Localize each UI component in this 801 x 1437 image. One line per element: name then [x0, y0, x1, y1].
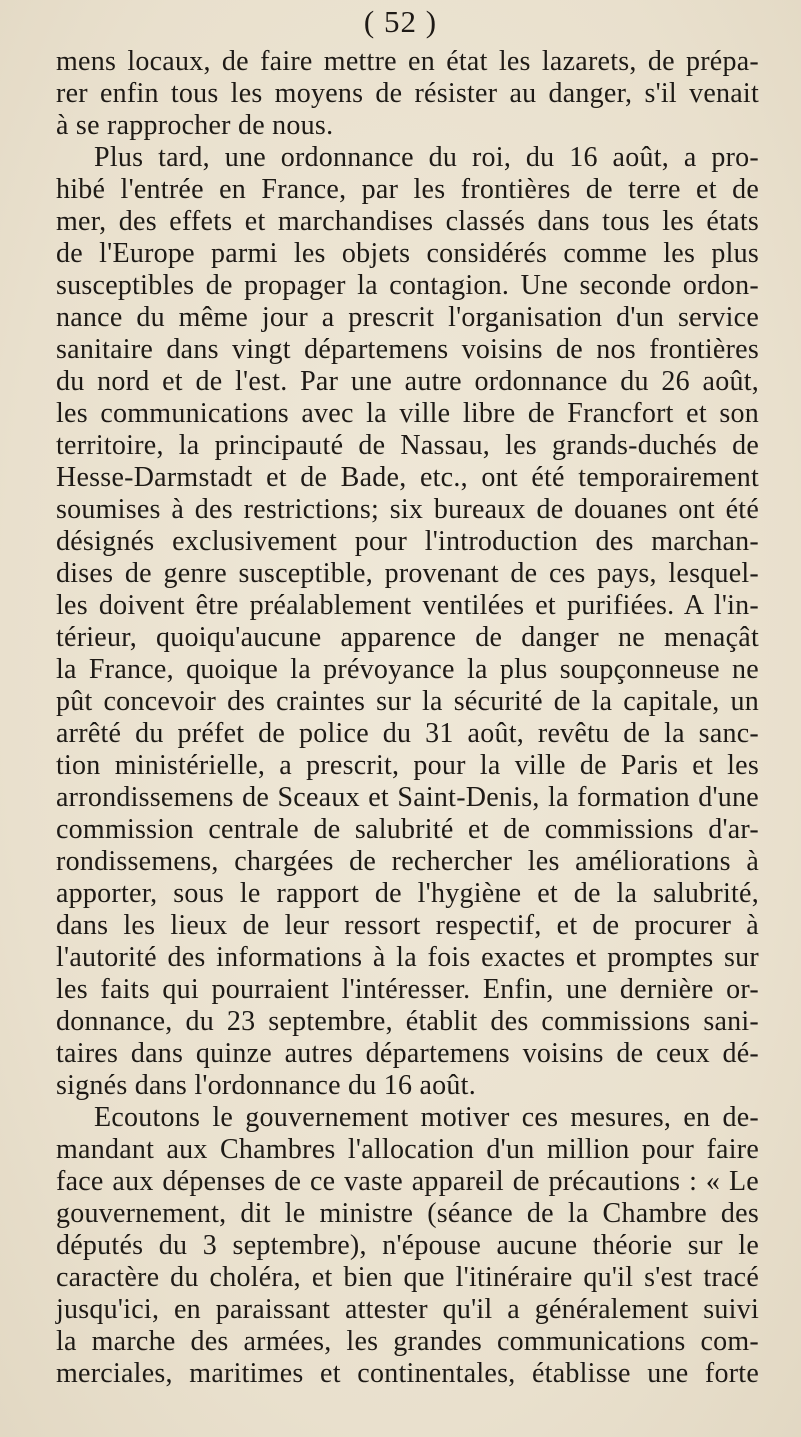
text-line: signés dans l'ordonnance du 16 août. — [56, 1070, 476, 1101]
page-number: ( 52 ) — [363, 4, 438, 39]
text-line: du nord et de l'est. Par une autre ordonnance du 26 août, — [56, 366, 759, 397]
text-line: taires dans quinze autres départemens voisins de ceux dé- — [56, 1038, 759, 1069]
text-line: susceptibles de propager la contagion. Une seconde ordon- — [56, 270, 759, 301]
text-line: donnance, du 23 septembre, établit des commissions sani- — [56, 1006, 759, 1037]
text-line: Ecoutons le gouvernement motiver ces mesures, en de- — [94, 1102, 759, 1133]
text-line: à se rapprocher de nous. — [56, 110, 334, 141]
text-line: tion ministérielle, a prescrit, pour la ville de Paris et les — [56, 750, 759, 781]
text-line: dans les lieux de leur ressort respectif, et de procurer à — [56, 910, 759, 941]
text-line: sanitaire dans vingt départemens voisins de nos frontières — [56, 334, 759, 365]
text-line: députés du 3 septembre), n'épouse aucune théorie sur le — [56, 1230, 759, 1261]
text-line: les faits qui pourraient l'intéresser. Enfin, une dernière or- — [56, 974, 759, 1005]
text-line: désignés exclusivement pour l'introduction des marchan- — [56, 526, 759, 557]
text-line: face aux dépenses de ce vaste appareil de précautions : « Le — [56, 1166, 759, 1197]
text-line: les communications avec la ville libre de Francfort et son — [56, 398, 759, 429]
text-line: nance du même jour a prescrit l'organisation d'un service — [56, 302, 759, 333]
text-line: rondissemens, chargées de rechercher les améliorations à — [56, 846, 759, 877]
text-line: arrondissemens de Sceaux et Saint-Denis, la formation d'une — [56, 782, 759, 813]
text-line: rer enfin tous les moyens de résister au danger, s'il venait — [56, 78, 759, 109]
text-line: territoire, la principauté de Nassau, les grands-duchés de — [56, 430, 759, 461]
text-line: de l'Europe parmi les objets considérés comme les plus — [56, 238, 759, 269]
text-line: merciales, maritimes et continentales, établisse une forte — [56, 1358, 759, 1389]
paragraph-2 — [56, 142, 759, 1102]
text-line: caractère du choléra, et bien que l'itinéraire qu'il s'est tracé — [56, 1262, 759, 1293]
text-line: pût concevoir des craintes sur la sécurité de la capitale, un — [56, 686, 759, 717]
text-line: l'autorité des informations à la fois exactes et promptes sur — [56, 942, 759, 973]
text-line: Hesse-Darmstadt et de Bade, etc., ont été temporairement — [56, 462, 759, 493]
text-line: jusqu'ici, en paraissant attester qu'il a généralement suivi — [56, 1294, 759, 1325]
text-line: mer, des effets et marchandises classés dans tous les états — [56, 206, 759, 237]
text-line: mandant aux Chambres l'allocation d'un million pour faire — [56, 1134, 759, 1165]
text-line: apporter, sous le rapport de l'hygiène et de la salubrité, — [56, 878, 759, 909]
text-line: soumises à des restrictions; six bureaux de douanes ont été — [56, 494, 759, 525]
paragraph-1 — [56, 46, 759, 142]
paragraph-3 — [56, 1102, 759, 1390]
text-line: Plus tard, une ordonnance du roi, du 16 août, a pro- — [94, 142, 759, 173]
text-line: térieur, quoiqu'aucune apparence de danger ne menaçât — [56, 622, 759, 653]
text-line: dises de genre susceptible, provenant de ces pays, lesquel- — [56, 558, 759, 589]
text-line: mens locaux, de faire mettre en état les lazarets, de prépa- — [56, 46, 759, 77]
text-line: commission centrale de salubrité et de commissions d'ar- — [56, 814, 759, 845]
text-line: arrêté du préfet de police du 31 août, revêtu de la sanc- — [56, 718, 759, 749]
text-line: les doivent être préalablement ventilées et purifiées. A l'in- — [56, 590, 759, 621]
text-line: gouvernement, dit le ministre (séance de la Chambre des — [56, 1198, 759, 1229]
body-text — [56, 46, 759, 1390]
text-line: la marche des armées, les grandes communications com- — [56, 1326, 759, 1357]
text-line: la France, quoique la prévoyance la plus soupçonneuse ne — [56, 654, 759, 685]
text-line: hibé l'entrée en France, par les frontières de terre et de — [56, 174, 759, 205]
